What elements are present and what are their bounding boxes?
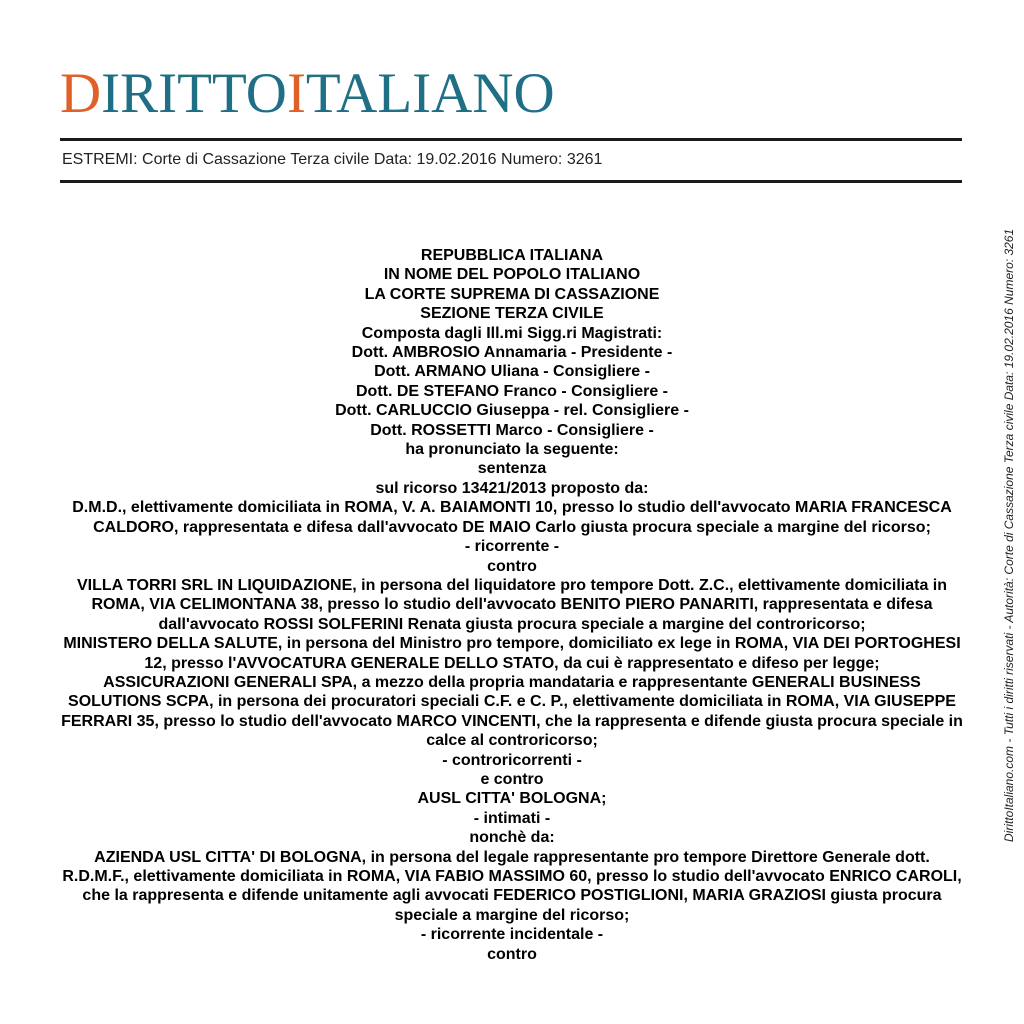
document-references: ESTREMI: Corte di Cassazione Terza civile Data: 19.02.2016 Numero: 3261 [62,151,603,168]
doc-line: - ricorrente incidentale - [420,926,604,944]
logo-letter-d: D [60,62,102,125]
doc-line: Dott. ARMANO Uliana - Consigliere - [374,363,650,381]
doc-line: IN NOME DEL POPOLO ITALIANO [383,266,641,284]
doc-paragraph: D.M.D., elettivamente domiciliata in ROMA, V. A. BAIAMONTI 10, presso lo studio dell'avvocato MARIA FRANCESCA CALDORO, rappresentata e difesa dall'avvocato DE MAIO Carlo giusta procura speciale a margine del ricorso; [72,499,952,536]
logo-word-italiano: TALIANO [305,62,555,125]
logo-word-diritto: IRITTO [101,62,287,125]
doc-line: Dott. DE STEFANO Franco - Consigliere - [355,382,669,400]
doc-line: e contro [480,770,544,788]
doc-line: contro [487,557,537,575]
doc-line: Dott. AMBROSIO Annamaria - Presidente - [351,344,673,362]
doc-paragraph: ASSICURAZIONI GENERALI SPA, a mezzo della propria mandataria e rappresentante GENERALI BUSINESS SOLUTIONS SCPA, in persona dei procuratori speciali C.F. e C. P., elettivamente domiciliata in ROMA, VIA GIUSEPPE FERRARI 35, presso lo studio dell'avvocato MARCO VINCENTI, che la rappresenta e difende giusta procura speciale in calce al controricorso; [61,673,963,750]
site-logo[interactable] [60,62,555,126]
doc-line: - controricorrenti - [442,751,582,769]
header-divider-bottom [60,180,962,183]
doc-line: ha pronunciato la seguente: [405,441,619,459]
doc-paragraph: AZIENDA USL CITTA' DI BOLOGNA, in persona del legale rappresentante pro tempore Direttore Generale dott. R.D.M.F., elettivamente domiciliata in ROMA, VIA FABIO MASSIMO 60, presso lo studio dell'avvocato ENRICO CAROLI, che la rappresenta e difende unitamente agli avvocati FEDERICO POSTIGLIONI, MARIA GRAZIOSI giusta procura speciale a margine del ricorso; [62,848,962,924]
logo-letter-i: I [286,62,306,125]
doc-line: SEZIONE TERZA CIVILE [420,305,604,323]
doc-line: - ricorrente - [464,538,560,556]
doc-line: Dott. ROSSETTI Marco - Consigliere - [370,421,654,439]
doc-line: sul ricorso 13421/2013 proposto da: [375,479,649,497]
header-divider-top [60,138,962,141]
doc-line: sentenza [477,460,547,478]
copyright-side-note: DirittoItaliano.com - Tutti i diritti riservati - Autorità: Corte di Cassazione Terza civile Data: 19.02.2016 Numero: 3261 [1002,228,1016,842]
doc-line: - intimati - [473,809,551,827]
doc-line: AUSL CITTA' BOLOGNA; [417,790,607,808]
doc-line: LA CORTE SUPREMA DI CASSAZIONE [364,285,660,303]
doc-paragraph: MINISTERO DELLA SALUTE, in persona del Ministro pro tempore, domiciliato ex lege in ROMA, VIA DEI PORTOGHESI 12, presso l'AVVOCATURA GENERALE DELLO STATO, da cui è rappresentato e difeso per legge; [63,635,961,672]
doc-line: REPUBBLICA ITALIANA [420,247,604,264]
document-body [60,246,964,964]
doc-line: Dott. CARLUCCIO Giuseppa - rel. Consigliere - [335,402,689,420]
doc-line: Composta dagli Ill.mi Sigg.ri Magistrati: [361,324,663,342]
doc-line: nonchè da: [469,829,555,847]
doc-paragraph: VILLA TORRI SRL IN LIQUIDAZIONE, in persona del liquidatore pro tempore Dott. Z.C., elettivamente domiciliata in ROMA, VIA CELIMONTANA 38, presso lo studio dell'avvocato BENITO PIERO PANARITI, rappresentata e difesa dall'avvocato ROSSI SOLFERINI Renata giusta procura speciale a margine del controricorso; [76,576,948,633]
doc-line: contro [487,945,537,963]
